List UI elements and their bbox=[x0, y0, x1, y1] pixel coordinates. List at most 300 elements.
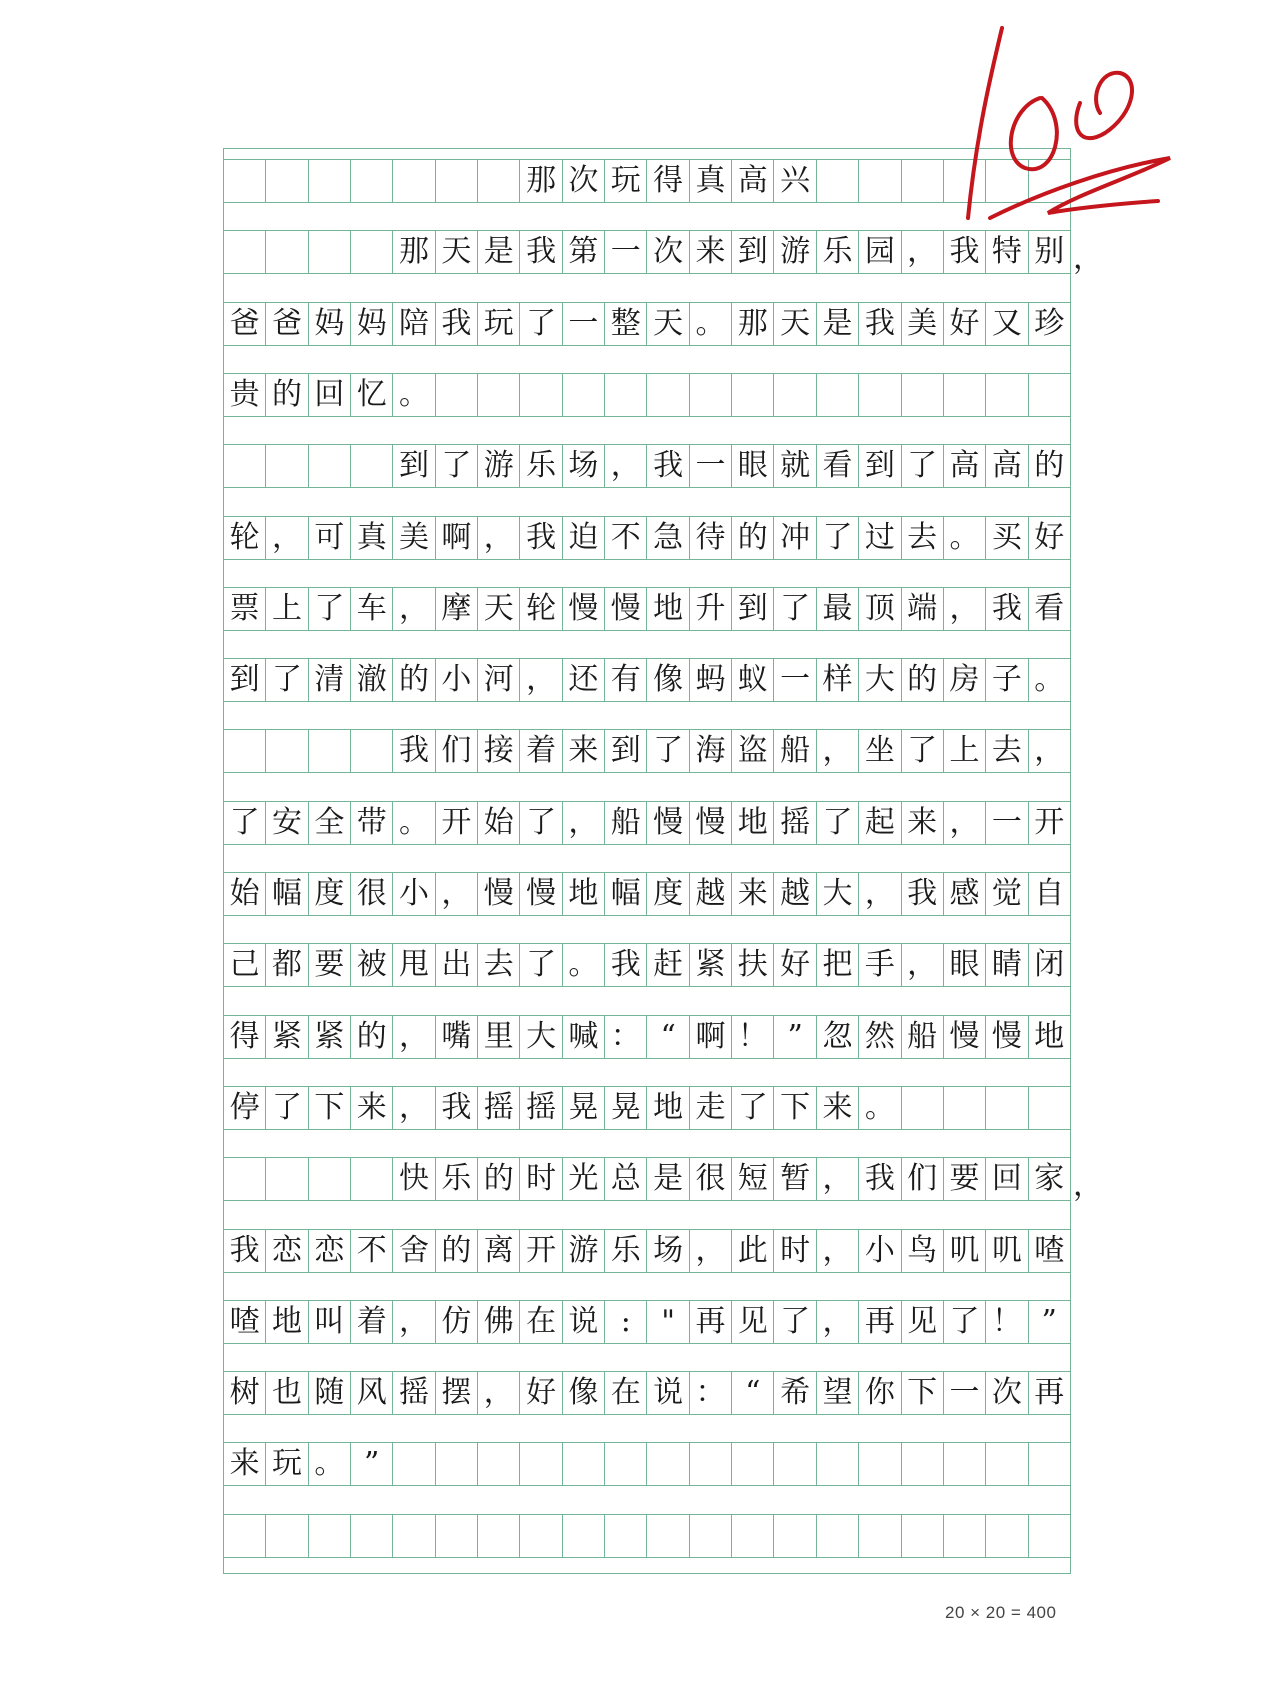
grid-cell: 嘴 bbox=[435, 1016, 477, 1058]
grid-cell: 的 bbox=[477, 1158, 519, 1200]
essay-line-row bbox=[224, 1086, 1070, 1130]
grid-cell: 我 bbox=[985, 588, 1027, 630]
grid-cell: 觉 bbox=[985, 873, 1027, 915]
grid-cell: 的 bbox=[901, 659, 943, 701]
grid-cell: 。 bbox=[689, 303, 731, 345]
grid-cell: 场 bbox=[646, 1230, 688, 1272]
grid-cell: 慢 bbox=[519, 873, 561, 915]
grid-cell: 轮 bbox=[519, 588, 561, 630]
grid-cell: 游 bbox=[562, 1230, 604, 1272]
grid-cell bbox=[562, 374, 604, 416]
grid-cell: 了 bbox=[901, 730, 943, 772]
grid-cell: 此 bbox=[731, 1230, 773, 1272]
essay-line-row bbox=[224, 1015, 1070, 1059]
grid-cell bbox=[477, 1515, 519, 1557]
grid-cell: 我 bbox=[392, 730, 434, 772]
grid-cell: 别 bbox=[1028, 231, 1070, 273]
grid-cell bbox=[308, 1515, 350, 1557]
grid-cell bbox=[689, 1515, 731, 1557]
grid-cell: ， bbox=[562, 802, 604, 844]
grid-cell: 的 bbox=[392, 659, 434, 701]
grid-cell: 得 bbox=[229, 1018, 260, 1054]
grid-cell: 看 bbox=[1028, 588, 1070, 630]
grid-cell: ， bbox=[477, 1372, 519, 1414]
overflow-punctuation: ， bbox=[1073, 1168, 1103, 1204]
grid-cell: 叽 bbox=[943, 1230, 985, 1272]
grid-cell: 恋 bbox=[265, 1230, 307, 1272]
grid-cell: 到 bbox=[392, 445, 434, 487]
grid-cell: 叽 bbox=[985, 1230, 1027, 1272]
composition-grid-paper bbox=[223, 148, 1071, 1574]
grid-cell: 子 bbox=[985, 659, 1027, 701]
grid-cell bbox=[731, 374, 773, 416]
grid-cell: 到 bbox=[229, 662, 260, 698]
grid-cell: 喳 bbox=[229, 1303, 260, 1339]
grid-cell: 。 bbox=[1028, 659, 1070, 701]
grid-cell: 的 bbox=[350, 1016, 392, 1058]
grid-cell: 到 bbox=[604, 730, 646, 772]
grid-cell bbox=[985, 1443, 1027, 1485]
grid-cell: 总 bbox=[604, 1158, 646, 1200]
grid-cell: 是 bbox=[816, 303, 858, 345]
grid-cell: 。 bbox=[858, 1087, 900, 1129]
grid-cell: 我 bbox=[435, 303, 477, 345]
essay-line-row bbox=[224, 729, 1070, 773]
grid-cell: 地 bbox=[265, 1301, 307, 1343]
grid-cell: 乐 bbox=[816, 231, 858, 273]
grid-cell: 我 bbox=[519, 231, 561, 273]
grid-cell: 喊 bbox=[562, 1016, 604, 1058]
grid-cell: 可 bbox=[308, 517, 350, 559]
grid-cell: 眼 bbox=[943, 944, 985, 986]
grid-cell: 了 bbox=[265, 659, 307, 701]
grid-cell bbox=[350, 1515, 392, 1557]
grid-cell bbox=[392, 1443, 434, 1485]
grid-cell bbox=[265, 160, 307, 202]
grid-cell: ， bbox=[604, 445, 646, 487]
grid-cell: 下 bbox=[901, 1372, 943, 1414]
grid-cell: ！ bbox=[985, 1301, 1027, 1343]
grid-cell: 船 bbox=[773, 730, 815, 772]
grid-cell: 己 bbox=[229, 947, 260, 983]
grid-cell: 舍 bbox=[392, 1230, 434, 1272]
grid-cell bbox=[773, 1443, 815, 1485]
grid-cell: 摆 bbox=[435, 1372, 477, 1414]
grid-cell: 紧 bbox=[265, 1016, 307, 1058]
grid-cell: 随 bbox=[308, 1372, 350, 1414]
grid-cell: 家 bbox=[1028, 1158, 1070, 1200]
grid-cell: 天 bbox=[435, 231, 477, 273]
grid-cell: 大 bbox=[858, 659, 900, 701]
grid-cell: 摇 bbox=[519, 1087, 561, 1129]
grid-cell: 大 bbox=[519, 1016, 561, 1058]
grid-cell: 鸟 bbox=[901, 1230, 943, 1272]
grid-cell bbox=[265, 231, 307, 273]
grid-cell: 我 bbox=[646, 445, 688, 487]
grid-cell: 回 bbox=[985, 1158, 1027, 1200]
grid-cell: 来 bbox=[816, 1087, 858, 1129]
grid-cell: 希 bbox=[773, 1372, 815, 1414]
essay-line-row bbox=[224, 1442, 1070, 1486]
essay-line-row bbox=[224, 1229, 1070, 1273]
grid-cell: 就 bbox=[773, 445, 815, 487]
grid-cell: 盗 bbox=[731, 730, 773, 772]
grid-cell: 地 bbox=[1028, 1016, 1070, 1058]
grid-cell: 手 bbox=[858, 944, 900, 986]
grid-cell bbox=[816, 374, 858, 416]
grid-cell: 都 bbox=[265, 944, 307, 986]
grid-cell: 得 bbox=[646, 160, 688, 202]
grid-cell bbox=[816, 1515, 858, 1557]
grid-cell: 开 bbox=[519, 1230, 561, 1272]
grid-cell: 着 bbox=[350, 1301, 392, 1343]
grid-cell: ， bbox=[392, 1016, 434, 1058]
grid-cell: 带 bbox=[350, 802, 392, 844]
grid-cell: 甩 bbox=[392, 944, 434, 986]
grid-cell: 再 bbox=[858, 1301, 900, 1343]
essay-line-row bbox=[224, 302, 1070, 346]
grid-cell: 你 bbox=[858, 1372, 900, 1414]
grid-cell: 走 bbox=[689, 1087, 731, 1129]
grid-cell bbox=[985, 1087, 1027, 1129]
grid-cell: “ bbox=[646, 1016, 688, 1058]
grid-cell bbox=[985, 1515, 1027, 1557]
grid-cell: 在 bbox=[604, 1372, 646, 1414]
grid-cell: 开 bbox=[435, 802, 477, 844]
grid-cell: 冲 bbox=[773, 517, 815, 559]
grid-cell: 我 bbox=[229, 1232, 260, 1268]
grid-cell: 慢 bbox=[646, 802, 688, 844]
grid-cell: 起 bbox=[858, 802, 900, 844]
grid-cell: 了 bbox=[901, 445, 943, 487]
grid-cell: 是 bbox=[477, 231, 519, 273]
grid-cell: 我 bbox=[858, 1158, 900, 1200]
essay-line-row bbox=[224, 1157, 1070, 1201]
grid-cell: 次 bbox=[562, 160, 604, 202]
grid-cell bbox=[265, 445, 307, 487]
grid-cell bbox=[265, 730, 307, 772]
grid-cell: 那 bbox=[519, 160, 561, 202]
grid-cell: 地 bbox=[562, 873, 604, 915]
grid-cell: 大 bbox=[816, 873, 858, 915]
grid-cell bbox=[224, 1158, 265, 1200]
grid-cell: 妈 bbox=[308, 303, 350, 345]
grid-cell bbox=[392, 160, 434, 202]
grid-cell: 玩 bbox=[477, 303, 519, 345]
grid-cell: ， bbox=[901, 231, 943, 273]
grid-cell: 还 bbox=[562, 659, 604, 701]
grid-cell bbox=[604, 1443, 646, 1485]
grid-cell: ， bbox=[392, 1301, 434, 1343]
grid-cell: 不 bbox=[604, 517, 646, 559]
grid-cell bbox=[477, 160, 519, 202]
grid-cell: ” bbox=[773, 1016, 815, 1058]
grid-cell: 。 bbox=[943, 517, 985, 559]
grid-cell bbox=[858, 1515, 900, 1557]
grid-cell: 快 bbox=[392, 1158, 434, 1200]
grid-cell: 坐 bbox=[858, 730, 900, 772]
grid-cell: 次 bbox=[646, 231, 688, 273]
grid-cell: ， bbox=[392, 1087, 434, 1129]
grid-cell bbox=[350, 1158, 392, 1200]
grid-cell: 然 bbox=[858, 1016, 900, 1058]
grid-cell bbox=[943, 1515, 985, 1557]
grid-cell: 一 bbox=[689, 445, 731, 487]
grid-cell: 游 bbox=[773, 231, 815, 273]
grid-cell: 时 bbox=[519, 1158, 561, 1200]
grid-cell: 有 bbox=[604, 659, 646, 701]
grid-cell: 被 bbox=[350, 944, 392, 986]
grid-cell: 买 bbox=[985, 517, 1027, 559]
grid-cell: 树 bbox=[229, 1375, 260, 1411]
grid-cell: 紧 bbox=[308, 1016, 350, 1058]
grid-cell: 我 bbox=[858, 303, 900, 345]
grid-cell: 全 bbox=[308, 802, 350, 844]
grid-cell: 兴 bbox=[773, 160, 815, 202]
grid-cell bbox=[604, 374, 646, 416]
grid-cell bbox=[943, 1087, 985, 1129]
grid-cell: 高 bbox=[943, 445, 985, 487]
grid-cell bbox=[435, 160, 477, 202]
grid-cell: 我 bbox=[435, 1087, 477, 1129]
grid-cell: 澈 bbox=[350, 659, 392, 701]
grid-cell bbox=[646, 374, 688, 416]
grid-cell: 是 bbox=[646, 1158, 688, 1200]
grid-cell: 。 bbox=[392, 374, 434, 416]
grid-cell: 了 bbox=[519, 944, 561, 986]
grid-cell: 小 bbox=[392, 873, 434, 915]
grid-cell: 望 bbox=[816, 1372, 858, 1414]
grid-cell: 车 bbox=[350, 588, 392, 630]
grid-cell bbox=[943, 1443, 985, 1485]
grid-cell: 真 bbox=[350, 517, 392, 559]
grid-cell: ， bbox=[858, 873, 900, 915]
grid-cell: 美 bbox=[392, 517, 434, 559]
grid-cell: 忽 bbox=[816, 1016, 858, 1058]
grid-cell bbox=[562, 1515, 604, 1557]
grid-cell: 慢 bbox=[562, 588, 604, 630]
essay-line-row bbox=[224, 801, 1070, 845]
grid-cell bbox=[604, 1515, 646, 1557]
grid-cell: 轮 bbox=[229, 519, 260, 555]
grid-cell: ： bbox=[689, 1372, 731, 1414]
grid-cell: 回 bbox=[308, 374, 350, 416]
grid-cell: 开 bbox=[1028, 802, 1070, 844]
grid-cell: 玩 bbox=[604, 160, 646, 202]
grid-cell: ， bbox=[477, 517, 519, 559]
grid-cell: 很 bbox=[350, 873, 392, 915]
grid-cell bbox=[519, 1443, 561, 1485]
grid-cell: 最 bbox=[816, 588, 858, 630]
grid-cell: 船 bbox=[901, 1016, 943, 1058]
grid-cell bbox=[1028, 1087, 1070, 1129]
grid-cell bbox=[1028, 374, 1070, 416]
grid-cell: " bbox=[646, 1301, 688, 1343]
grid-cell bbox=[1028, 1443, 1070, 1485]
grid-cell bbox=[519, 374, 561, 416]
grid-cell: 端 bbox=[901, 588, 943, 630]
grid-cell: 了 bbox=[773, 588, 815, 630]
grid-cell: 的 bbox=[731, 517, 773, 559]
grid-cell bbox=[224, 160, 265, 202]
grid-cell: 陪 bbox=[392, 303, 434, 345]
grid-cell: 到 bbox=[731, 588, 773, 630]
grid-cell: ， bbox=[901, 944, 943, 986]
grid-cell bbox=[477, 374, 519, 416]
grid-cell: 海 bbox=[689, 730, 731, 772]
essay-line-row bbox=[224, 444, 1070, 488]
grid-cell bbox=[816, 160, 858, 202]
grid-cell: 摩 bbox=[435, 588, 477, 630]
grid-cell: 见 bbox=[731, 1301, 773, 1343]
grid-cell: ” bbox=[1028, 1301, 1070, 1343]
grid-cell: 一 bbox=[604, 231, 646, 273]
grid-cell: 整 bbox=[604, 303, 646, 345]
grid-cell: ， bbox=[816, 1158, 858, 1200]
grid-cell: 紧 bbox=[689, 944, 731, 986]
essay-line-row bbox=[224, 373, 1070, 417]
essay-line-row bbox=[224, 872, 1070, 916]
grid-cell: 像 bbox=[646, 659, 688, 701]
grid-cell: 像 bbox=[562, 1372, 604, 1414]
grid-cell: 睛 bbox=[985, 944, 1027, 986]
grid-cell: : bbox=[604, 1301, 646, 1343]
grid-cell: 爸 bbox=[265, 303, 307, 345]
grid-cell: 来 bbox=[901, 802, 943, 844]
grid-cell: 风 bbox=[350, 1372, 392, 1414]
grid-cell bbox=[816, 1443, 858, 1485]
grid-cell: 很 bbox=[689, 1158, 731, 1200]
grid-cell: ， bbox=[816, 1230, 858, 1272]
grid-cell: 在 bbox=[519, 1301, 561, 1343]
grid-cell: 珍 bbox=[1028, 303, 1070, 345]
grid-cell bbox=[435, 374, 477, 416]
grid-cell bbox=[731, 1515, 773, 1557]
grid-cell: 下 bbox=[773, 1087, 815, 1129]
grid-cell: 喳 bbox=[1028, 1230, 1070, 1272]
grid-cell: 过 bbox=[858, 517, 900, 559]
grid-cell: 始 bbox=[477, 802, 519, 844]
grid-cell: 停 bbox=[229, 1089, 260, 1125]
grid-cell: 了 bbox=[435, 445, 477, 487]
grid-cell: 光 bbox=[562, 1158, 604, 1200]
grid-cell bbox=[646, 1443, 688, 1485]
grid-cell: 再 bbox=[1028, 1372, 1070, 1414]
grid-cell: 又 bbox=[985, 303, 1027, 345]
grid-cell bbox=[224, 445, 265, 487]
grid-cell: 天 bbox=[646, 303, 688, 345]
grid-cell: ， bbox=[943, 802, 985, 844]
grid-cell bbox=[901, 1443, 943, 1485]
grid-cell: 了 bbox=[519, 802, 561, 844]
grid-cell: 再 bbox=[689, 1301, 731, 1343]
grid-cell: 真 bbox=[689, 160, 731, 202]
grid-cell bbox=[731, 1443, 773, 1485]
grid-cell bbox=[646, 1515, 688, 1557]
grid-cell bbox=[477, 1443, 519, 1485]
grid-cell: 闭 bbox=[1028, 944, 1070, 986]
overflow-punctuation: ， bbox=[1073, 241, 1103, 277]
grid-cell: 蚂 bbox=[689, 659, 731, 701]
grid-cell: 啊 bbox=[435, 517, 477, 559]
grid-cell bbox=[308, 445, 350, 487]
grid-cell: 好 bbox=[943, 303, 985, 345]
grid-cell bbox=[773, 1515, 815, 1557]
handwritten-score bbox=[930, 18, 1180, 248]
grid-cell: 始 bbox=[229, 876, 260, 911]
grid-cell: 地 bbox=[646, 588, 688, 630]
grid-cell: 天 bbox=[773, 303, 815, 345]
grid-cell: 幅 bbox=[265, 873, 307, 915]
grid-cell: 了 bbox=[731, 1087, 773, 1129]
grid-cell: 的 bbox=[435, 1230, 477, 1272]
grid-cell: 度 bbox=[308, 873, 350, 915]
grid-cell: 了 bbox=[265, 1087, 307, 1129]
grid-cell: 了 bbox=[646, 730, 688, 772]
grid-cell: 摇 bbox=[392, 1372, 434, 1414]
grid-cell: 离 bbox=[477, 1230, 519, 1272]
grid-cell: 晃 bbox=[604, 1087, 646, 1129]
grid-cell: 要 bbox=[943, 1158, 985, 1200]
grid-cell: ， bbox=[519, 659, 561, 701]
grid-cell: 地 bbox=[646, 1087, 688, 1129]
grid-cell: 乐 bbox=[519, 445, 561, 487]
grid-cell: 美 bbox=[901, 303, 943, 345]
grid-cell: 一 bbox=[985, 802, 1027, 844]
grid-cell: 不 bbox=[350, 1230, 392, 1272]
grid-cell bbox=[392, 1515, 434, 1557]
grid-cell: 一 bbox=[773, 659, 815, 701]
grid-cell: ： bbox=[604, 1016, 646, 1058]
grid-cell: 一 bbox=[943, 1372, 985, 1414]
grid-cell bbox=[1028, 1515, 1070, 1557]
grid-cell bbox=[224, 231, 265, 273]
grid-cell: 眼 bbox=[731, 445, 773, 487]
grid-cell: 了 bbox=[943, 1301, 985, 1343]
grid-cell: 那 bbox=[392, 231, 434, 273]
grid-cell: ， bbox=[265, 517, 307, 559]
grid-cell bbox=[773, 374, 815, 416]
grid-cell: 样 bbox=[816, 659, 858, 701]
grid-cell bbox=[901, 1087, 943, 1129]
grid-cell: 好 bbox=[773, 944, 815, 986]
grid-cell: 一 bbox=[562, 303, 604, 345]
grid-cell: 晃 bbox=[562, 1087, 604, 1129]
grid-cell: 着 bbox=[519, 730, 561, 772]
grid-cell: ” bbox=[350, 1443, 392, 1485]
grid-cell bbox=[562, 1443, 604, 1485]
grid-cell: 的 bbox=[1028, 445, 1070, 487]
grid-cell: 次 bbox=[985, 1372, 1027, 1414]
grid-cell: 蚁 bbox=[731, 659, 773, 701]
grid-cell: 乐 bbox=[604, 1230, 646, 1272]
grid-cell bbox=[519, 1515, 561, 1557]
grid-cell: 上 bbox=[265, 588, 307, 630]
grid-cell: 急 bbox=[646, 517, 688, 559]
grid-cell: 妈 bbox=[350, 303, 392, 345]
grid-cell: 我 bbox=[604, 944, 646, 986]
grid-cell: 清 bbox=[308, 659, 350, 701]
grid-cell: 暂 bbox=[773, 1158, 815, 1200]
grid-cell: ， bbox=[392, 588, 434, 630]
grid-cell bbox=[265, 1158, 307, 1200]
essay-line-row bbox=[224, 658, 1070, 702]
grid-cell: 下 bbox=[308, 1087, 350, 1129]
grid-cell: 小 bbox=[435, 659, 477, 701]
grid-cell: 第 bbox=[562, 231, 604, 273]
grid-cell: 看 bbox=[816, 445, 858, 487]
essay-line-row bbox=[224, 587, 1070, 631]
